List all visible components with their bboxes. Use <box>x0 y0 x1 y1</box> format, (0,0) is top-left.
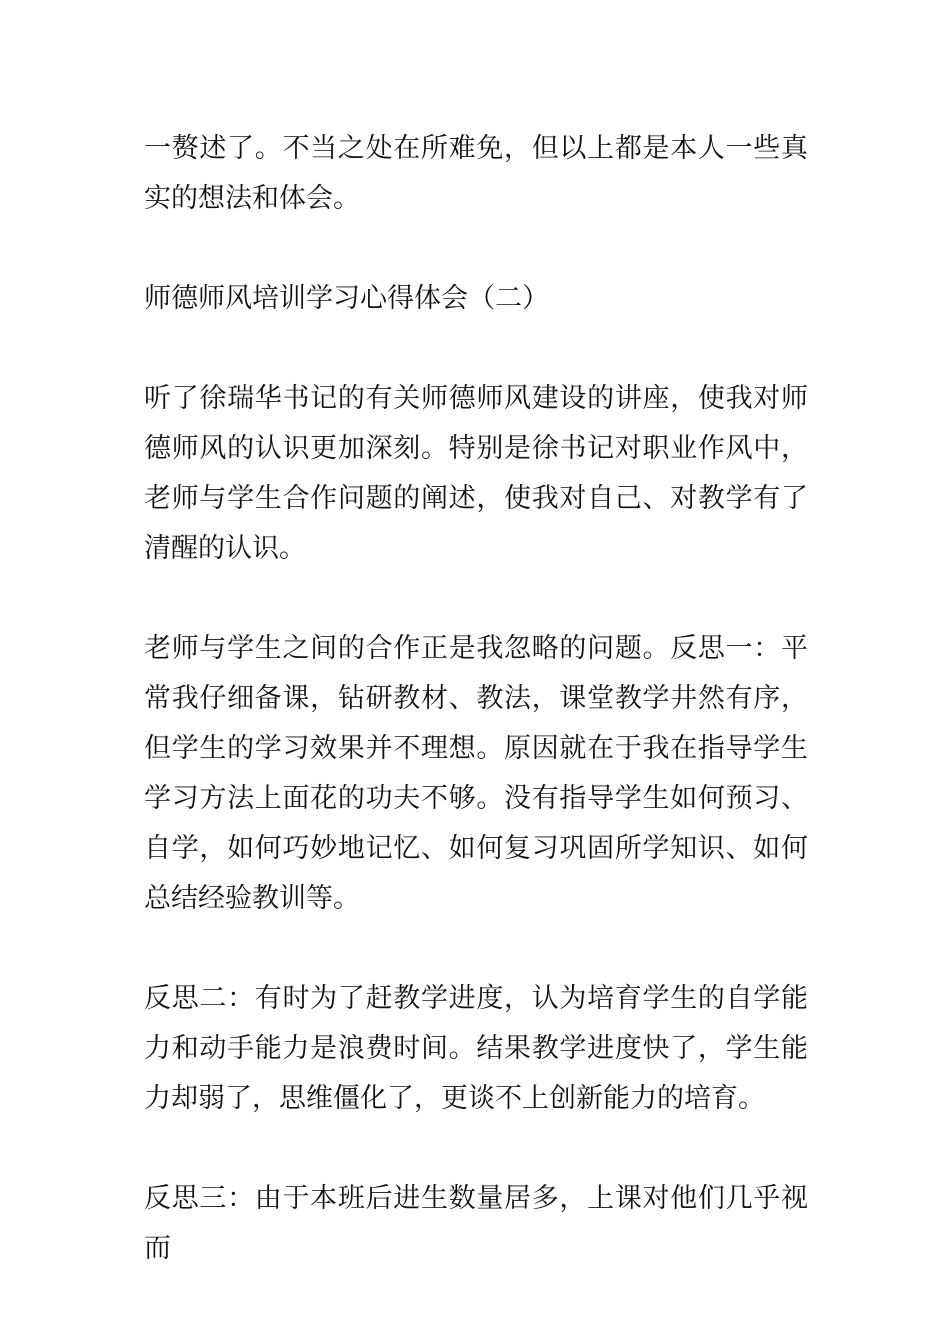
document-body <box>144 124 808 1324</box>
paragraph-lecture: 听了徐瑞华书记的有关师德师风建设的讲座，使我对师德师风的认识更加深刻。特别是徐书记对职业作风中，老师与学生合作问题的阐述，使我对自己、对教学有了清醒的认识。 <box>144 383 808 564</box>
paragraph-reflection-one: 老师与学生之间的合作正是我忽略的问题。反思一：平常我仔细备课，钻研教材、教法，课堂教学井然有序，但学生的学习效果并不理想。原因就在于我在指导学生学习方法上面花的功夫不够。没有指导学生如何预习、自学，如何巧妙地记忆、如何复习巩固所学知识、如何总结经验教训等。 <box>144 633 808 914</box>
paragraph-closing: 一赘述了。不当之处在所难免，但以上都是本人一些真实的想法和体会。 <box>144 133 808 214</box>
paragraph-reflection-three: 反思三：由于本班后进生数量居多，上课对他们几乎视而 <box>144 1183 808 1264</box>
paragraph-reflection-two: 反思二：有时为了赶教学进度，认为培育学生的自学能力和动手能力是浪费时间。结果教学进度快了，学生能力却弱了，思维僵化了，更谈不上创新能力的培育。 <box>144 983 808 1114</box>
section-heading: 师德师风培训学习心得体会（二） <box>144 283 549 314</box>
